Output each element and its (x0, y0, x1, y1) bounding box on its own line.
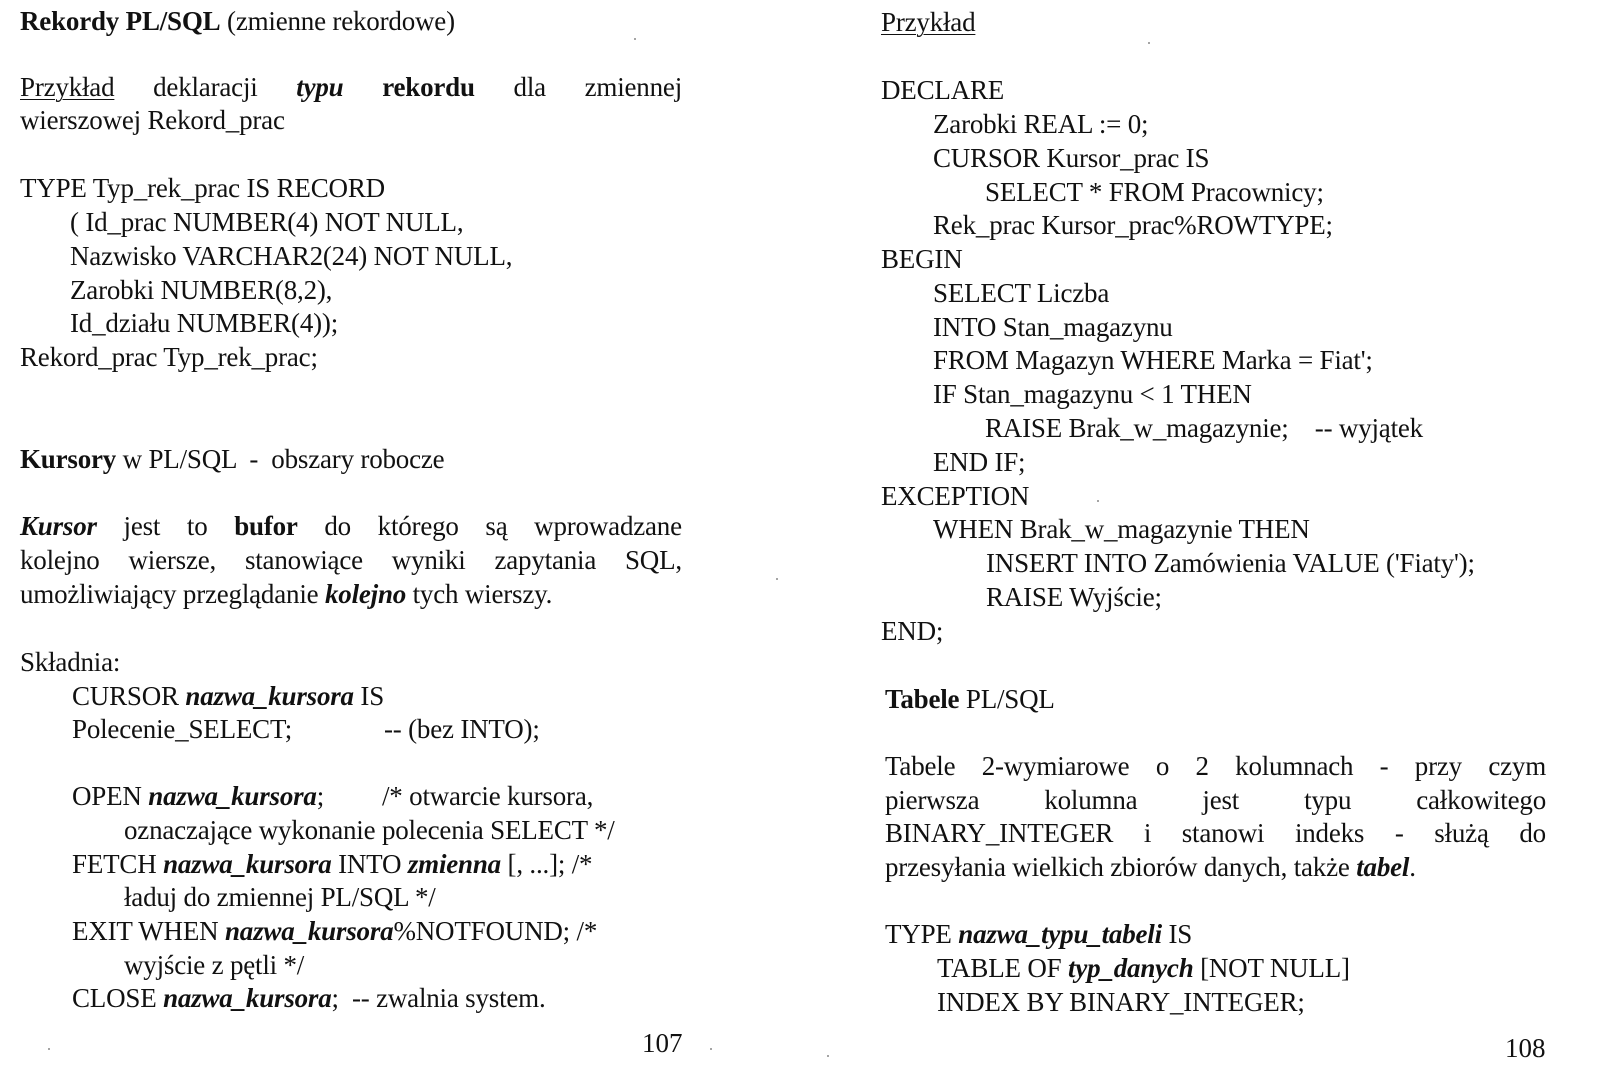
syntax-line: FETCH nazwa_kursora INTO zmienna [, ...]; /* (72, 849, 593, 879)
syntax-label: Składnia: (20, 647, 121, 677)
syntax-line: EXIT WHEN nazwa_kursora%NOTFOUND; /* (72, 916, 598, 946)
syntax-comment: /* otwarcie kursora, (382, 781, 594, 811)
code-line: RAISE Brak_w_magazynie; -- wyjątek (985, 413, 1423, 443)
page-left (0, 0, 800, 1092)
paragraph-line: BINARY_INTEGER i stanowi indeks - służą do (885, 818, 1546, 848)
syntax-line: OPEN nazwa_kursora; (72, 781, 325, 811)
code-line: DECLARE (881, 75, 1005, 105)
scan-speck (1148, 42, 1150, 44)
code-line: INSERT INTO Zamówienia VALUE ('Fiaty'); (986, 548, 1475, 578)
code-line: FROM Magazyn WHERE Marka = Fiat'; (933, 345, 1373, 375)
paragraph-line: pierwsza kolumna jest typu całkowitego (885, 785, 1546, 815)
code-line: CURSOR Kursor_prac IS (933, 143, 1210, 173)
code-line: ( Id_prac NUMBER(4) NOT NULL, (70, 207, 464, 237)
code-line: SELECT * FROM Pracownicy; (985, 177, 1324, 207)
syntax-comment: -- (bez INTO); (384, 714, 540, 744)
syntax-line: wyjście z pętli */ (124, 950, 305, 980)
code-line: Id_działu NUMBER(4)); (70, 308, 339, 338)
code-line: WHEN Brak_w_magazynie THEN (933, 514, 1310, 544)
syntax-line: oznaczające wykonanie polecenia SELECT */ (124, 815, 615, 845)
code-line: EXCEPTION (881, 481, 1030, 511)
heading-przyklad: Przykład (881, 7, 976, 37)
syntax-line: CURSOR nazwa_kursora IS (72, 681, 385, 711)
paragraph-line: przesyłania wielkich zbiorów danych, także tabel. (885, 852, 1416, 882)
code-line: END; (881, 616, 944, 646)
example-intro-line2: wierszowej Rekord_prac (20, 105, 285, 135)
code-line: END IF; (933, 447, 1026, 477)
page-number: 108 (1505, 1033, 1546, 1063)
scan-speck (48, 1048, 50, 1050)
heading-tabele: Tabele PL/SQL (885, 684, 1055, 714)
syntax-line: ładuj do zmiennej PL/SQL */ (124, 882, 436, 912)
heading-kursory: Kursory w PL/SQL - obszary robocze (20, 444, 445, 474)
syntax-line: TABLE OF typ_danych [NOT NULL] (937, 953, 1350, 983)
page-right (800, 0, 1602, 1092)
example-intro-line1: Przykład deklaracji typu rekordu dla zmiennej (20, 72, 682, 102)
code-line: Nazwisko VARCHAR2(24) NOT NULL, (70, 241, 513, 271)
scan-speck (776, 578, 778, 580)
code-line: SELECT Liczba (933, 278, 1110, 308)
paragraph-line: kolejno wiersze, stanowiące wyniki zapytania SQL, (20, 545, 682, 575)
code-line: Zarobki NUMBER(8,2), (70, 275, 333, 305)
scan-speck (710, 1048, 712, 1050)
code-line: Rek_prac Kursor_prac%ROWTYPE; (933, 210, 1333, 240)
scan-speck (827, 1055, 829, 1057)
syntax-line: Polecenie_SELECT; (72, 714, 293, 744)
syntax-line: CLOSE nazwa_kursora; -- zwalnia system. (72, 983, 546, 1013)
code-line: Zarobki REAL := 0; (933, 109, 1149, 139)
code-line: IF Stan_magazynu < 1 THEN (933, 379, 1252, 409)
syntax-line: INDEX BY BINARY_INTEGER; (937, 987, 1305, 1017)
code-line: Rekord_prac Typ_rek_prac; (20, 342, 318, 372)
code-line: TYPE Typ_rek_prac IS RECORD (20, 173, 385, 203)
paragraph-line: Kursor jest to bufor do którego są wprowadzane (20, 511, 682, 541)
paragraph-line: Tabele 2-wymiarowe o 2 kolumnach - przy czym (885, 751, 1546, 781)
scan-speck (634, 38, 636, 40)
page-number: 107 (642, 1028, 683, 1058)
code-line: INTO Stan_magazynu (933, 312, 1173, 342)
code-line: BEGIN (881, 244, 963, 274)
heading-rekordy: Rekordy PL/SQL (zmienne rekordowe) (20, 6, 455, 36)
code-line: RAISE Wyjście; (986, 582, 1162, 612)
syntax-line: TYPE nazwa_typu_tabeli IS (885, 919, 1193, 949)
paragraph-line: umożliwiający przeglądanie kolejno tych wierszy. (20, 579, 553, 609)
scan-speck (1097, 500, 1099, 502)
